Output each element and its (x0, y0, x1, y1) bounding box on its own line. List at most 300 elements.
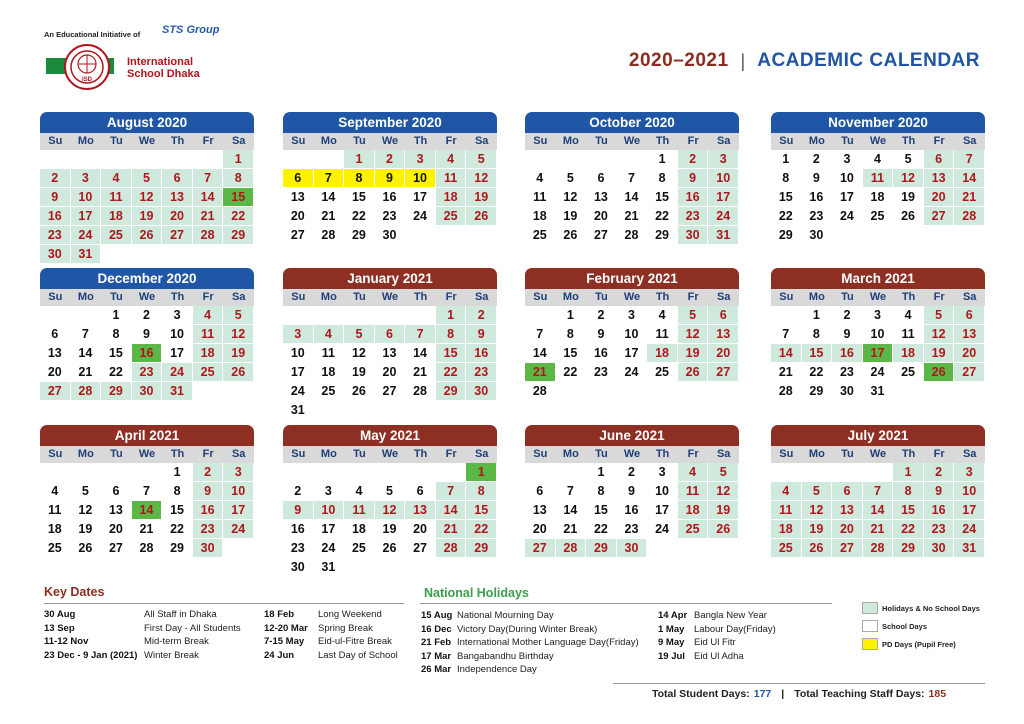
month-title: April 2021 (40, 425, 254, 446)
empty-day-cell (954, 226, 985, 245)
day-cell: 5 (802, 482, 833, 501)
day-cell: 25 (344, 539, 375, 558)
month-july-2021 (771, 425, 985, 558)
day-cell: 5 (678, 306, 709, 325)
weekday-header: Su (771, 289, 802, 306)
empty-day-cell (314, 306, 345, 325)
day-cell: 14 (863, 501, 894, 520)
day-cell: 22 (466, 520, 497, 539)
day-cell: 2 (466, 306, 497, 325)
month-grid (771, 446, 985, 558)
day-cell: 25 (436, 207, 467, 226)
day-cell: 8 (771, 169, 802, 188)
day-cell: 27 (954, 363, 985, 382)
day-cell: 23 (375, 207, 406, 226)
empty-day-cell (586, 150, 617, 169)
day-cell: 27 (832, 539, 863, 558)
day-cell: 11 (771, 501, 802, 520)
day-cell: 28 (436, 539, 467, 558)
day-cell: 14 (193, 188, 224, 207)
empty-day-cell (162, 150, 193, 169)
day-cell: 31 (314, 558, 345, 577)
weekday-header: Fr (436, 133, 467, 150)
entry-text: Mid-term Break (144, 636, 209, 647)
date-entry (264, 649, 398, 663)
key-dates-divider (44, 603, 404, 604)
day-cell: 24 (71, 226, 102, 245)
legend-item (862, 602, 988, 614)
day-cell: 19 (223, 344, 254, 363)
weekday-header: Sa (466, 446, 497, 463)
day-cell: 30 (283, 558, 314, 577)
day-cell: 12 (802, 501, 833, 520)
day-cell: 19 (893, 188, 924, 207)
empty-day-cell (405, 558, 436, 577)
day-cell: 16 (40, 207, 71, 226)
empty-day-cell (436, 463, 467, 482)
weekday-header: Sa (708, 446, 739, 463)
day-cell: 29 (771, 226, 802, 245)
empty-day-cell (162, 245, 193, 264)
legend (862, 602, 988, 656)
empty-day-cell (193, 245, 224, 264)
empty-day-cell (405, 463, 436, 482)
day-cell: 10 (954, 482, 985, 501)
entry-text: Last Day of School (318, 649, 398, 661)
day-cell: 24 (405, 207, 436, 226)
day-cell: 19 (344, 363, 375, 382)
day-cell: 29 (466, 539, 497, 558)
month-title: December 2020 (40, 268, 254, 289)
national-holidays-title: National Holidays (424, 586, 529, 600)
day-cell: 28 (863, 539, 894, 558)
day-cell: 11 (344, 501, 375, 520)
day-cell: 17 (647, 501, 678, 520)
day-cell: 10 (283, 344, 314, 363)
empty-day-cell (101, 245, 132, 264)
entry-date: 18 Feb (264, 609, 295, 620)
day-cell: 1 (101, 306, 132, 325)
weekday-header: Su (40, 133, 71, 150)
day-cell: 13 (832, 501, 863, 520)
day-cell: 5 (132, 169, 163, 188)
day-cell: 13 (283, 188, 314, 207)
day-cell: 19 (466, 188, 497, 207)
day-cell: 2 (283, 482, 314, 501)
day-cell: 15 (771, 188, 802, 207)
day-cell: 12 (223, 325, 254, 344)
day-cell: 13 (924, 169, 955, 188)
day-cell: 6 (101, 482, 132, 501)
date-entry (264, 635, 398, 649)
weekday-header: Th (893, 446, 924, 463)
day-cell: 10 (405, 169, 436, 188)
empty-day-cell (40, 463, 71, 482)
weekday-header: Mo (802, 289, 833, 306)
day-cell: 25 (525, 226, 556, 245)
weekday-header: Su (283, 289, 314, 306)
day-cell: 9 (40, 188, 71, 207)
weekday-header: Th (162, 289, 193, 306)
month-grid (525, 446, 739, 558)
day-cell: 8 (162, 482, 193, 501)
day-cell: 26 (344, 382, 375, 401)
day-cell: 11 (101, 188, 132, 207)
day-cell: 7 (863, 482, 894, 501)
entry-text: Eid-ul-Fitre Break (318, 636, 392, 647)
day-cell: 7 (436, 482, 467, 501)
day-cell: 30 (678, 226, 709, 245)
empty-day-cell (586, 382, 617, 401)
day-cell: 19 (678, 344, 709, 363)
empty-day-cell (556, 382, 587, 401)
weekday-header: Sa (466, 289, 497, 306)
day-cell: 25 (893, 363, 924, 382)
entry-date: 11-12 Nov (44, 636, 89, 647)
day-cell: 10 (832, 169, 863, 188)
weekday-header: Mo (71, 289, 102, 306)
day-cell: 9 (802, 169, 833, 188)
day-cell: 15 (556, 344, 587, 363)
date-entry (421, 636, 639, 650)
day-cell: 26 (678, 363, 709, 382)
weekday-header: Tu (586, 133, 617, 150)
weekday-header: Mo (556, 289, 587, 306)
weekday-header: Mo (71, 133, 102, 150)
day-cell: 24 (617, 363, 648, 382)
day-cell: 12 (556, 188, 587, 207)
empty-day-cell (223, 539, 254, 558)
month-grid (283, 133, 497, 245)
month-october-2020 (525, 112, 739, 245)
entry-text: Spring Break (318, 622, 373, 634)
key-dates-title: Key Dates (44, 585, 105, 599)
day-cell: 6 (375, 325, 406, 344)
weekday-header: Sa (954, 289, 985, 306)
day-cell: 19 (375, 520, 406, 539)
weekday-header: Th (893, 133, 924, 150)
day-cell: 23 (40, 226, 71, 245)
day-cell: 18 (101, 207, 132, 226)
day-cell: 27 (101, 539, 132, 558)
empty-day-cell (525, 306, 556, 325)
month-june-2021 (525, 425, 739, 558)
day-cell: 13 (405, 501, 436, 520)
day-cell: 1 (893, 463, 924, 482)
day-cell: 17 (863, 344, 894, 363)
empty-day-cell (466, 226, 497, 245)
day-cell: 24 (863, 363, 894, 382)
month-november-2020 (771, 112, 985, 245)
day-cell: 25 (678, 520, 709, 539)
day-cell: 15 (802, 344, 833, 363)
day-cell: 13 (954, 325, 985, 344)
day-cell: 30 (924, 539, 955, 558)
day-cell: 30 (132, 382, 163, 401)
day-cell: 31 (162, 382, 193, 401)
legend-swatch (862, 602, 878, 614)
day-cell: 9 (924, 482, 955, 501)
totals-separator: | (781, 687, 785, 700)
day-cell: 17 (162, 344, 193, 363)
weekday-header: Fr (193, 446, 224, 463)
day-cell: 25 (771, 539, 802, 558)
date-entry (264, 608, 398, 622)
day-cell: 22 (556, 363, 587, 382)
weekday-header: We (132, 133, 163, 150)
weekday-header: Tu (832, 133, 863, 150)
day-cell: 12 (678, 325, 709, 344)
student-days-value: 177 (753, 687, 772, 700)
empty-day-cell (708, 539, 739, 558)
day-cell: 20 (405, 520, 436, 539)
date-entry (421, 650, 639, 664)
day-cell: 2 (617, 463, 648, 482)
day-cell: 4 (893, 306, 924, 325)
entry-date: 19 Jul (658, 650, 685, 662)
weekday-header: We (863, 446, 894, 463)
month-grid (40, 133, 254, 264)
day-cell: 3 (863, 306, 894, 325)
day-cell: 23 (283, 539, 314, 558)
empty-day-cell (283, 306, 314, 325)
day-cell: 1 (466, 463, 497, 482)
day-cell: 28 (771, 382, 802, 401)
weekday-header: Fr (193, 133, 224, 150)
day-cell: 18 (314, 363, 345, 382)
day-cell: 20 (586, 207, 617, 226)
weekday-header: Su (283, 133, 314, 150)
empty-day-cell (344, 306, 375, 325)
day-cell: 21 (525, 363, 556, 382)
day-cell: 12 (893, 169, 924, 188)
day-cell: 4 (40, 482, 71, 501)
entry-date: 24 Jun (264, 649, 295, 661)
school-logo (44, 24, 224, 94)
day-cell: 29 (586, 539, 617, 558)
day-cell: 15 (647, 188, 678, 207)
day-cell: 27 (924, 207, 955, 226)
day-cell: 1 (344, 150, 375, 169)
day-cell: 26 (924, 363, 955, 382)
day-cell: 15 (162, 501, 193, 520)
legend-label: Holidays & No School Days (882, 603, 980, 613)
entry-text: Victory Day(During Winter Break) (457, 623, 598, 635)
day-cell: 17 (71, 207, 102, 226)
day-cell: 16 (802, 188, 833, 207)
student-days-label: Total Student Days: (651, 687, 750, 700)
empty-day-cell (617, 150, 648, 169)
day-cell: 11 (647, 325, 678, 344)
day-cell: 30 (832, 382, 863, 401)
empty-day-cell (223, 382, 254, 401)
day-cell: 10 (647, 482, 678, 501)
weekday-header: We (132, 289, 163, 306)
empty-day-cell (802, 463, 833, 482)
day-cell: 22 (647, 207, 678, 226)
day-cell: 29 (101, 382, 132, 401)
weekday-header: Fr (436, 446, 467, 463)
day-cell: 24 (283, 382, 314, 401)
month-grid (771, 133, 985, 245)
key-dates-list-2 (264, 608, 398, 662)
entry-date: 14 Apr (658, 610, 688, 621)
school-name (127, 56, 200, 80)
day-cell: 9 (375, 169, 406, 188)
day-cell: 14 (556, 501, 587, 520)
weekday-header: We (132, 446, 163, 463)
month-grid (525, 133, 739, 245)
day-cell: 12 (71, 501, 102, 520)
empty-day-cell (314, 150, 345, 169)
weekday-header: We (863, 133, 894, 150)
day-cell: 22 (162, 520, 193, 539)
entry-text: International Mother Language Day(Friday) (457, 637, 639, 648)
empty-day-cell (101, 150, 132, 169)
weekday-header: Fr (924, 133, 955, 150)
day-cell: 6 (162, 169, 193, 188)
month-march-2021 (771, 268, 985, 401)
day-cell: 20 (283, 207, 314, 226)
day-cell: 2 (924, 463, 955, 482)
day-cell: 28 (71, 382, 102, 401)
weekday-header: Sa (954, 446, 985, 463)
title-separator: | (740, 50, 746, 71)
weekday-header: Fr (924, 446, 955, 463)
weekday-header: Sa (223, 446, 254, 463)
day-cell: 6 (586, 169, 617, 188)
day-cell: 31 (283, 401, 314, 420)
day-cell: 1 (771, 150, 802, 169)
entry-date: 13 Sep (44, 622, 75, 634)
weekday-header: Sa (223, 133, 254, 150)
day-cell: 26 (223, 363, 254, 382)
legend-swatch (862, 638, 878, 650)
day-cell: 20 (954, 344, 985, 363)
entry-text: Independence Day (457, 664, 537, 675)
day-cell: 20 (162, 207, 193, 226)
day-cell: 29 (436, 382, 467, 401)
empty-day-cell (71, 463, 102, 482)
day-cell: 24 (162, 363, 193, 382)
day-cell: 17 (954, 501, 985, 520)
day-cell: 28 (132, 539, 163, 558)
date-entry (421, 623, 639, 637)
day-cell: 22 (802, 363, 833, 382)
day-cell: 26 (375, 539, 406, 558)
day-cell: 2 (678, 150, 709, 169)
day-cell: 17 (283, 363, 314, 382)
day-cell: 5 (223, 306, 254, 325)
day-cell: 5 (466, 150, 497, 169)
day-cell: 16 (375, 188, 406, 207)
day-cell: 25 (101, 226, 132, 245)
day-cell: 6 (405, 482, 436, 501)
day-cell: 20 (832, 520, 863, 539)
day-cell: 19 (708, 501, 739, 520)
day-cell: 26 (893, 207, 924, 226)
day-cell: 18 (40, 520, 71, 539)
empty-day-cell (617, 382, 648, 401)
day-cell: 22 (101, 363, 132, 382)
empty-day-cell (436, 401, 467, 420)
day-cell: 11 (193, 325, 224, 344)
entry-date: 1 May (658, 623, 685, 635)
entry-text: Winter Break (144, 649, 199, 661)
day-cell: 27 (525, 539, 556, 558)
weekday-header: We (617, 289, 648, 306)
page-title (629, 50, 980, 72)
empty-day-cell (375, 558, 406, 577)
day-cell: 21 (556, 520, 587, 539)
weekday-header: We (375, 446, 406, 463)
totals-bar (613, 683, 985, 703)
weekday-header: Tu (586, 289, 617, 306)
date-entry (658, 623, 776, 637)
day-cell: 14 (954, 169, 985, 188)
weekday-header: Tu (586, 446, 617, 463)
day-cell: 16 (924, 501, 955, 520)
day-cell: 2 (586, 306, 617, 325)
day-cell: 6 (924, 150, 955, 169)
date-entry (44, 622, 241, 636)
day-cell: 5 (924, 306, 955, 325)
legend-label: PD Days (Pupil Free) (882, 639, 956, 649)
day-cell: 8 (436, 325, 467, 344)
weekday-header: Tu (101, 289, 132, 306)
day-cell: 25 (314, 382, 345, 401)
day-cell: 11 (525, 188, 556, 207)
day-cell: 30 (193, 539, 224, 558)
day-cell: 28 (193, 226, 224, 245)
key-dates-list-1 (44, 608, 241, 662)
day-cell: 14 (525, 344, 556, 363)
day-cell: 4 (314, 325, 345, 344)
day-cell: 18 (193, 344, 224, 363)
day-cell: 10 (314, 501, 345, 520)
date-entry (658, 636, 776, 650)
day-cell: 6 (283, 169, 314, 188)
weekday-header: Fr (678, 289, 709, 306)
weekday-header: Tu (344, 289, 375, 306)
day-cell: 15 (344, 188, 375, 207)
day-cell: 18 (678, 501, 709, 520)
day-cell: 8 (556, 325, 587, 344)
day-cell: 25 (863, 207, 894, 226)
date-entry (44, 649, 241, 663)
day-cell: 15 (223, 188, 254, 207)
day-cell: 2 (132, 306, 163, 325)
day-cell: 29 (223, 226, 254, 245)
day-cell: 3 (954, 463, 985, 482)
day-cell: 6 (708, 306, 739, 325)
day-cell: 21 (771, 363, 802, 382)
day-cell: 4 (344, 482, 375, 501)
weekday-header: We (375, 289, 406, 306)
national-holidays-list-1 (421, 609, 639, 677)
day-cell: 22 (893, 520, 924, 539)
month-grid (40, 289, 254, 401)
weekday-header: Mo (314, 289, 345, 306)
date-entry (658, 650, 776, 664)
staff-days-value: 185 (928, 687, 947, 700)
day-cell: 18 (647, 344, 678, 363)
day-cell: 8 (101, 325, 132, 344)
day-cell: 12 (132, 188, 163, 207)
day-cell: 23 (832, 363, 863, 382)
day-cell: 21 (405, 363, 436, 382)
day-cell: 26 (802, 539, 833, 558)
